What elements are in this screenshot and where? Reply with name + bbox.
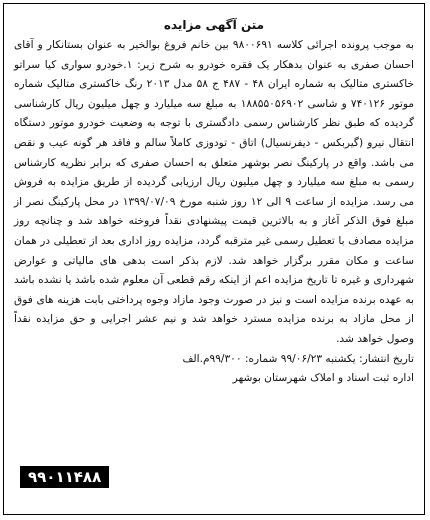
notice-title: متن آگهی مزایده (163, 18, 265, 32)
issuing-office: اداره ثبت اسناد و املاک شهرستان بوشهر (232, 372, 414, 385)
notice-paragraph: به موجب پرونده اجرائی کلاسه ۹۸۰۰۶۹۱ بین خانم فروغ بوالخیر به عنوان بستانکار و آقای احسان صفری به عنوان بدهکار یک فقره خودرو به شرح زیر: ۱.خودرو سواری کیا سراتو خاکستری متالیک به شماره ایران ۴۸ - ۴۸۷ ج ۵۸ مدل ۲۰۱۳ رنگ خاکستری متالیک شماره موتور ۷۴۰۱۲۶ و شاسی ۱۸۸۵۵۰۵۶۹۰۲ به مبلغ سه میلیارد و چهل میلیون ریال کارشناسی گردیده که طبق نظر کارشناس رسمی دادگستری با توجه به وضعیت خودرو موتور دستگاه انتقال نیرو (گیربکس - دیفرنسیال) اتاق - تودوزی کاملاً سالم و فاقد هر گونه عیب و نقص می باشد. واقع در پارکینگ نصر بوشهر متعلق به احسان صفری که برابر نظریه کارشناس رسمی به مبلغ سه میلیارد و چهل میلیون ریال ارزیابی گردیده از طریق مزایده به فروش می رسد. مزایده از ساعت ۹ الی ۱۲ روز شنبه مورخ ۱۳۹۹/۰۷/۰۹ در محل پارکینگ نصر از مبلغ فوق الذکر آغاز و به بالاترین قیمت پیشنهادی نقداً فروخته خواهد شد و چنانچه روز مزایده مصادف با تعطیل رسمی غیر مترقبه گردد، مزایده روز اداری بعد از تعطیلی در همان ساعت و مکان مقرر برگزار خواهد شد. لازم بذکر است بدهی های مالیاتی و عوارض شهرداری و غیره تا تاریخ مزایده اعم از اینکه رقم قطعی آن معلوم شده باشد یا نشده باشد به عهده برنده مزایده است و نیز در صورت وجود مازاد وجوه پرداختی بابت هزینه های فوق از محل مازاد به برنده مزایده مسترد خواهد شد و نیم عشر اجرایی و حق مزایده نقداً وصول خواهد شد. (14, 39, 415, 345)
notice-footer (4, 350, 424, 389)
notice-frame (3, 3, 425, 515)
ad-number-badge: ۹۹۰۱۱۴۸۸ (20, 466, 109, 488)
publish-line: تاریخ انتشار: یکشنبه ۹۹/۰۶/۲۳ شماره: ۹۹/۳۰۰م.الف (182, 352, 414, 365)
notice-body (4, 36, 424, 350)
